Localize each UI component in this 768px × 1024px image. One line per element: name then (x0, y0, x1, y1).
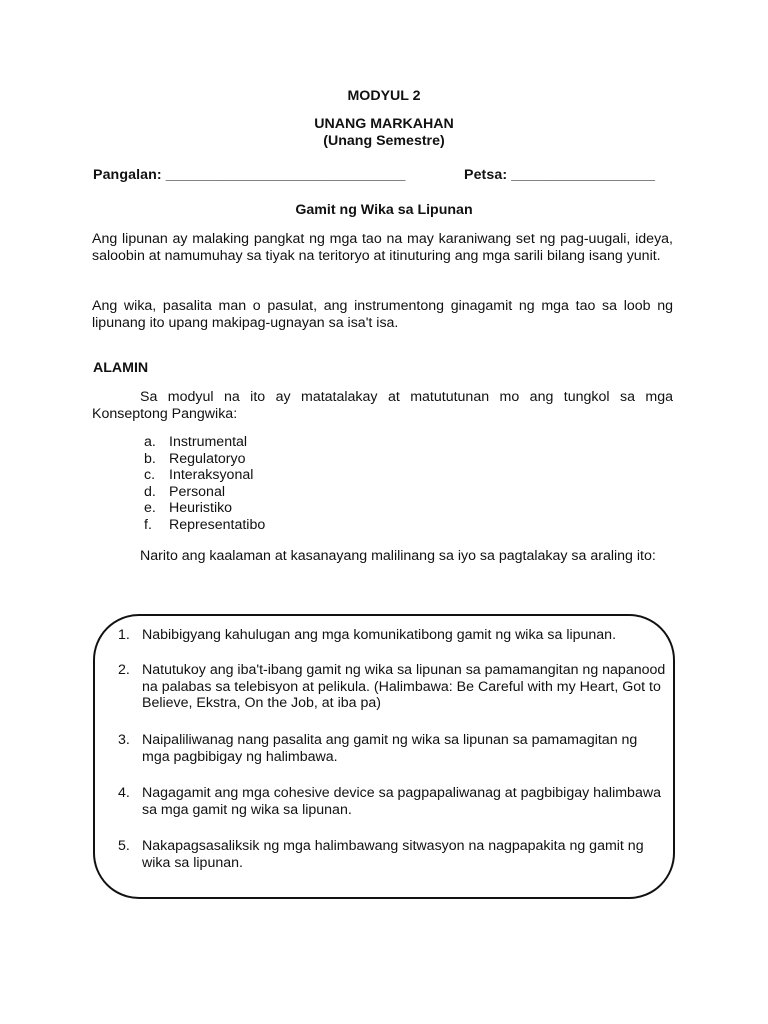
intro-paragraph-2: Ang wika, pasalita man o pasulat, ang instrumentong ginagamit ng mga tao sa loob ng lipunang ito upang makipag-ugnayan sa isa't isa. (92, 298, 673, 331)
module-title: MODYUL 2 (347, 88, 421, 104)
list-item (144, 500, 265, 517)
objectives-list (118, 627, 666, 644)
list-item (118, 838, 666, 871)
list-marker: e. (144, 500, 156, 517)
list-item (144, 467, 265, 484)
objective-text: Nabibigyang kahulugan ang mga komunikatibong gamit ng wika sa lipunan. (142, 627, 617, 643)
objective-text: Nagagamit ang mga cohesive device sa pagpapaliwanag at pagbibigay halimbawa sa mga gamit ng wika sa lipunan. (142, 785, 661, 818)
name-label: Pangalan: (93, 167, 162, 183)
list-item-text: Representatibo (169, 516, 266, 533)
objectives-list (118, 838, 666, 871)
objectives-list (118, 785, 666, 818)
list-item (144, 484, 265, 501)
objective-number: 4. (118, 785, 130, 801)
objectives-list (118, 662, 666, 712)
date-label: Petsa: (464, 167, 508, 183)
list-marker: f. (144, 516, 152, 533)
objectives-list (118, 732, 666, 765)
intro-paragraph-1: Ang lipunan ay malaking pangkat ng mga tao na may karaniwang set ng pag-uugali, ideya, saloobin at namumuhay sa tiyak na teritoryo at itinuturing ang mga sarili bilang isang yunit. (92, 231, 673, 264)
semester-subtitle: (Unang Semestre) (323, 133, 445, 149)
name-field (93, 167, 405, 183)
list-marker: b. (144, 450, 156, 467)
list-item (144, 451, 265, 468)
list-item (144, 517, 265, 534)
list-item (118, 662, 666, 712)
list-item (144, 434, 265, 451)
objective-number: 5. (118, 838, 130, 854)
list-item (118, 785, 666, 818)
list-marker: c. (144, 467, 156, 484)
quarter-title: UNANG MARKAHAN (314, 116, 454, 132)
list-item (118, 732, 666, 765)
objective-text: Natutukoy ang iba't-ibang gamit ng wika sa lipunan sa pamamangitan ng napanood na palabas sa telebisyon at pelikula. (Halimbawa: Be Careful with my Heart, Got to Believe, Ekstra, On the Job, at iba pa) (142, 662, 666, 712)
list-item-text: Heuristiko (169, 500, 233, 517)
concept-list (144, 434, 265, 534)
objective-number: 1. (118, 627, 130, 643)
objective-text: Naipaliliwanag nang pasalita ang gamit ng wika sa lipunan sa pamamagitan ng mga pagbibigay ng halimbawa. (142, 732, 638, 765)
list-item-text: Regulatoryo (169, 450, 246, 467)
date-blank: __________________ (511, 167, 656, 183)
list-item (118, 627, 666, 644)
list-item-text: Interaksyonal (169, 467, 254, 484)
objective-number: 2. (118, 662, 130, 678)
list-marker: a. (144, 434, 156, 450)
alamin-paragraph: Sa modyul na ito ay matatalakay at matututunan mo ang tungkol sa mga Konseptong Pangwika: (92, 389, 673, 422)
list-item-text: Instrumental (169, 434, 248, 450)
lesson-title: Gamit ng Wika sa Lipunan (295, 202, 473, 218)
alamin-heading: ALAMIN (93, 360, 149, 376)
objective-number: 3. (118, 732, 130, 748)
list-marker: d. (144, 483, 156, 500)
alamin-closing-paragraph: Narito ang kaalaman at kasanayang malilinang sa iyo sa pagtalakay sa araling ito: (140, 548, 656, 564)
name-blank: ______________________________ (165, 167, 406, 183)
objective-text: Nakapagsasaliksik ng mga halimbawang sitwasyon na nagpapakita ng gamit ng wika sa lipunan. (142, 838, 644, 871)
list-item-text: Personal (169, 483, 225, 500)
date-field (464, 167, 655, 183)
